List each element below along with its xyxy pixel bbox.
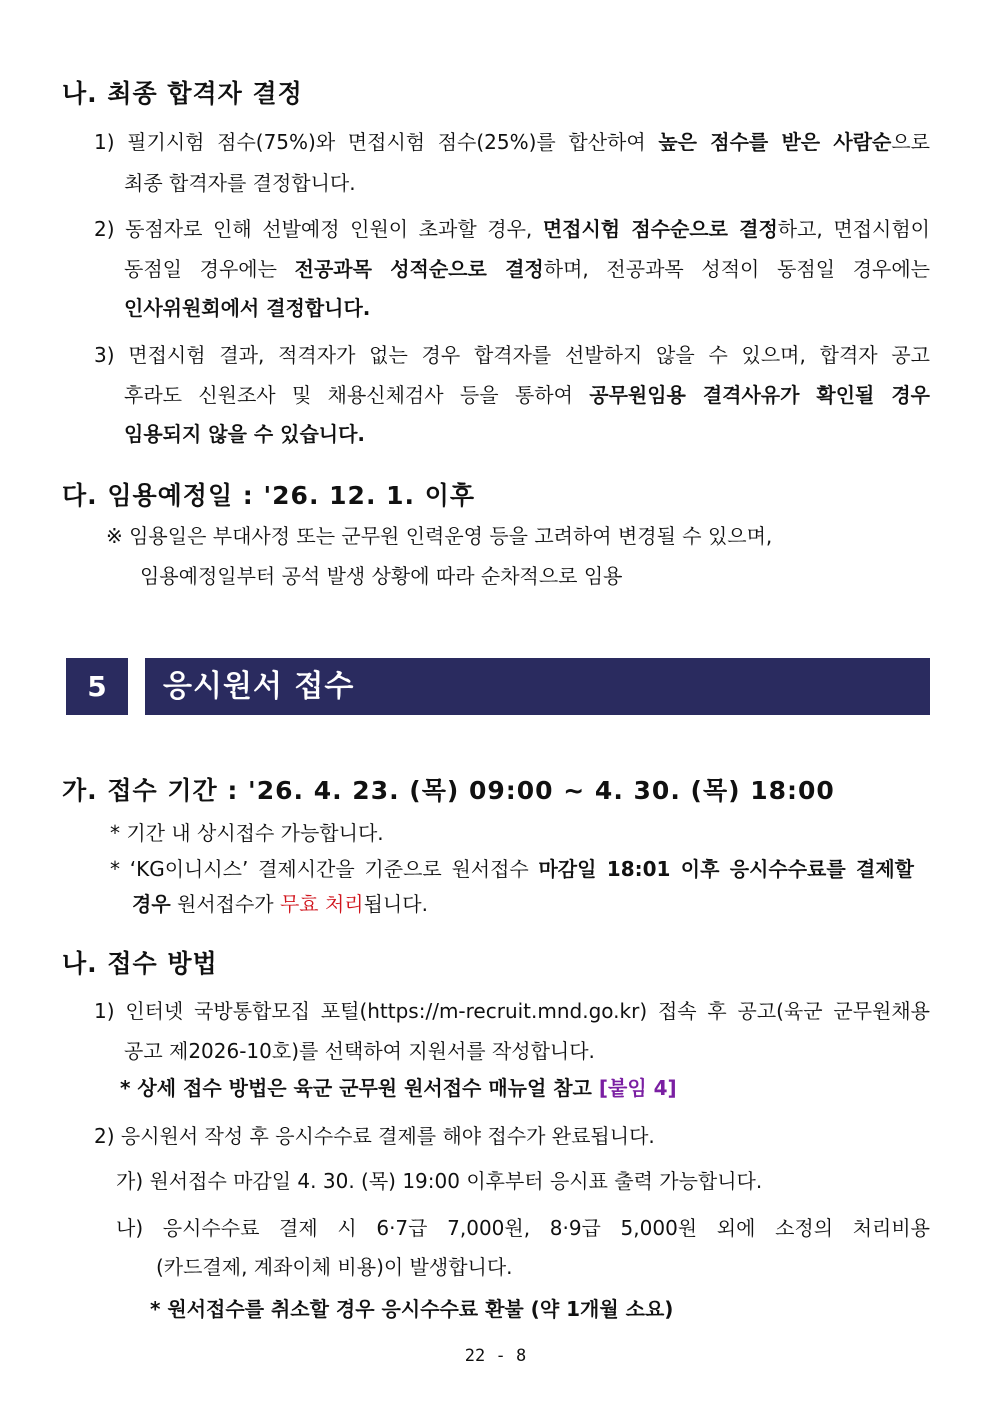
method-item1-line1: 1) 인터넷 국방통합모집 포털(https://m-recruit.mnd.go.kr) 접속 후 공고(육군 군무원채용 [94,999,930,1023]
heading-application-method: 나. 접수 방법 [62,949,218,978]
heading-application-period: 가. 접수 기간 : '26. 4. 23. (목) 09:00 ~ 4. 30. (목) 18:00 [62,776,835,805]
attachment-4-ref: [붙임 4] [598,1076,677,1100]
final-item1-line2: 최종 합격자를 결정합니다. [124,171,356,195]
heading-final-decision: 나. 최종 합격자 결정 [62,79,303,108]
final-item3-line3: 임용되지 않을 수 있습니다. [124,422,366,446]
method-item2-refund-note: * 원서접수를 취소할 경우 응시수수료 환불 (약 1개월 소요) [150,1297,674,1321]
method-item2-line1: 2) 응시원서 작성 후 응시수수료 결제를 해야 접수가 완료됩니다. [94,1124,655,1148]
appointment-note-line2: 임용예정일부터 공석 발생 상황에 따라 순차적으로 임용 [140,564,623,588]
method-item2-ga: 가) 원서접수 마감일 4. 30. (목) 19:00 이후부터 응시표 출력 가능합니다. [116,1169,763,1193]
invalid-processing-text: 무효 처리 [279,892,364,916]
page-number: 22 - 8 [464,1346,527,1366]
method-item2-na-line2: (카드결제, 계좌이체 비용)이 발생합니다. [156,1255,513,1279]
final-item2-line2: 동점일 경우에는 전공과목 성적순으로 결정하며, 전공과목 성적이 동점일 경우에는 [124,257,930,281]
final-item3-line1: 3) 면접시험 결과, 적격자가 없는 경우 합격자를 선발하지 않을 수 있으며, 합격자 공고 [94,343,930,367]
section-number-badge: 5 [66,658,128,715]
final-item3-line2: 후라도 신원조사 및 채용신체검사 등을 통하여 공무원임용 결격사유가 확인될 경우 [124,383,930,407]
final-item1-line1: 1) 필기시험 점수(75%)와 면접시험 점수(25%)를 합산하여 높은 점수를 받은 사람순으로 [94,130,930,154]
method-item1-line2: 공고 제2026-10호)를 선택하여 지원서를 작성합니다. [124,1039,595,1063]
section-title-banner: 응시원서 접수 [145,658,930,715]
method-item2-na-line1: 나) 응시수수료 결제 시 6·7급 7,000원, 8·9급 5,000원 외에 소정의 처리비용 [116,1216,930,1240]
period-note1: * 기간 내 상시접수 가능합니다. [110,821,384,845]
method-item1-note: * 상세 접수 방법은 육군 군무원 원서접수 매뉴얼 참고 [붙임 4] [120,1076,677,1100]
period-note2-line1: * ‘KG이니시스’ 결제시간을 기준으로 원서접수 마감일 18:01 이후 응시수수료를 결제할 [110,857,914,881]
appointment-note-line1: ※ 임용일은 부대사정 또는 군무원 인력운영 등을 고려하여 변경될 수 있으며, [106,524,773,548]
heading-appointment-date: 다. 임용예정일 : '26. 12. 1. 이후 [62,481,476,510]
period-note2-line2: 경우 원서접수가 무효 처리됩니다. [132,892,428,916]
final-item2-line1: 2) 동점자로 인해 선발예정 인원이 초과할 경우, 면접시험 점수순으로 결정하고, 면접시험이 [94,217,930,241]
final-item2-line3: 인사위원회에서 결정합니다. [124,296,371,320]
